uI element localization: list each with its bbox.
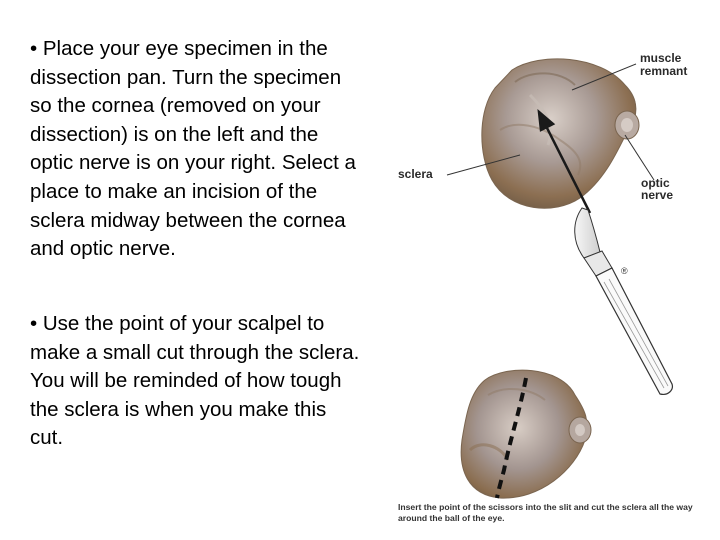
eye-specimen-bottom: [461, 370, 591, 498]
instruction-text-2: • Use the point of your scalpel to make a small cut through the sclera. You will be reminded of how tough the sclera is when you make this cut.: [30, 312, 360, 450]
trademark-symbol: ®: [621, 266, 628, 276]
figure-caption: Insert the point of the scissors into the slit and cut the sclera all the way around the ball of the eye.: [398, 502, 693, 523]
label-remnant: remnant: [640, 64, 688, 78]
eye-specimen-top: [482, 59, 639, 208]
scalpel-icon: [575, 208, 673, 394]
label-nerve: nerve: [641, 188, 674, 202]
label-muscle: muscle: [640, 51, 682, 65]
label-optic: optic: [641, 176, 670, 190]
label-sclera: sclera: [398, 167, 433, 181]
instruction-text-1: • Place your eye specimen in the dissection pan. Turn the specimen so the cornea (removed on your dissection) is on the left and the optic nerve is on your right. Select a place to make an incision of the sclera midway between the cornea and optic nerve.: [30, 37, 356, 261]
